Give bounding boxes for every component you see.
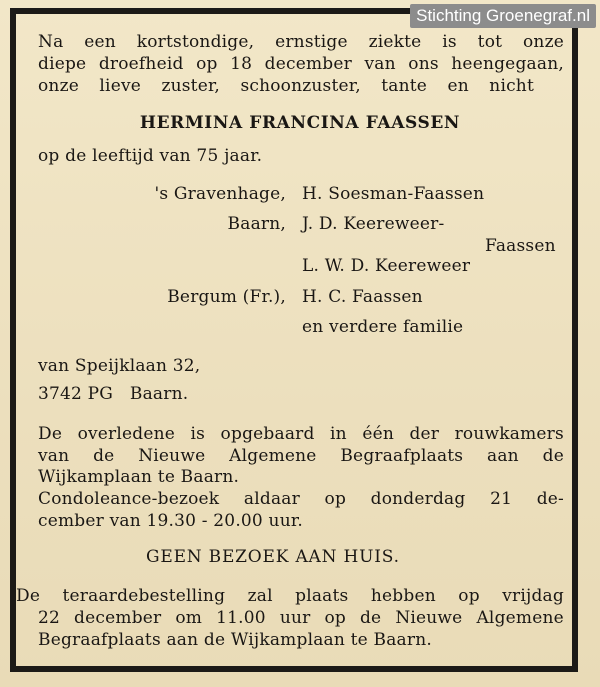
intro-line: onze lieve zuster, schoonzuster, tante en nicht	[38, 76, 534, 96]
family-name: Faassen	[485, 236, 556, 256]
family-name: L. W. D. Keereweer	[302, 256, 471, 276]
family-name: H. C. Faassen	[302, 287, 423, 307]
burial-line: 22 december om 11.00 uur op de Nieuwe Algemene	[38, 608, 564, 628]
family-place: Bergum (Fr.),	[167, 287, 286, 307]
notice-line: De overledene is opgebaard in één der rouwkamers	[38, 424, 564, 444]
family-name: J. D. Keereweer-	[302, 214, 445, 234]
address-line: van Speijklaan 32,	[38, 356, 201, 376]
age-line: op de leeftijd van 75 jaar.	[38, 146, 263, 166]
no-visit-notice: GEEN BEZOEK AAN HUIS.	[146, 547, 400, 567]
notice-line: Wijkamplaan te Baarn.	[38, 467, 240, 487]
family-name: en verdere familie	[302, 317, 464, 337]
burial-line: Begraafplaats aan de Wijkamplaan te Baarn.	[38, 630, 432, 650]
intro-line: diepe droefheid op 18 december van ons heengegaan,	[38, 54, 564, 74]
notice-line: cember van 19.30 - 20.00 uur.	[38, 511, 303, 531]
notice-line: van de Nieuwe Algemene Begraafplaats aan de	[38, 446, 564, 466]
intro-line: Na een kortstondige, ernstige ziekte is tot onze	[38, 32, 564, 52]
family-name: H. Soesman-Faassen	[302, 184, 485, 204]
family-place: Baarn,	[227, 214, 286, 234]
watermark-label: Stichting Groenegraf.nl	[410, 4, 596, 28]
obituary-border	[10, 8, 578, 672]
notice-line: Condoleance-bezoek aldaar op donderdag 21 de-	[38, 489, 564, 509]
burial-line: De teraardebestelling zal plaats hebben op vrijdag	[16, 586, 564, 606]
deceased-name: HERMINA FRANCINA FAASSEN	[139, 113, 461, 133]
address-line: 3742 PG Baarn.	[38, 384, 189, 404]
family-place: 's Gravenhage,	[154, 184, 286, 204]
